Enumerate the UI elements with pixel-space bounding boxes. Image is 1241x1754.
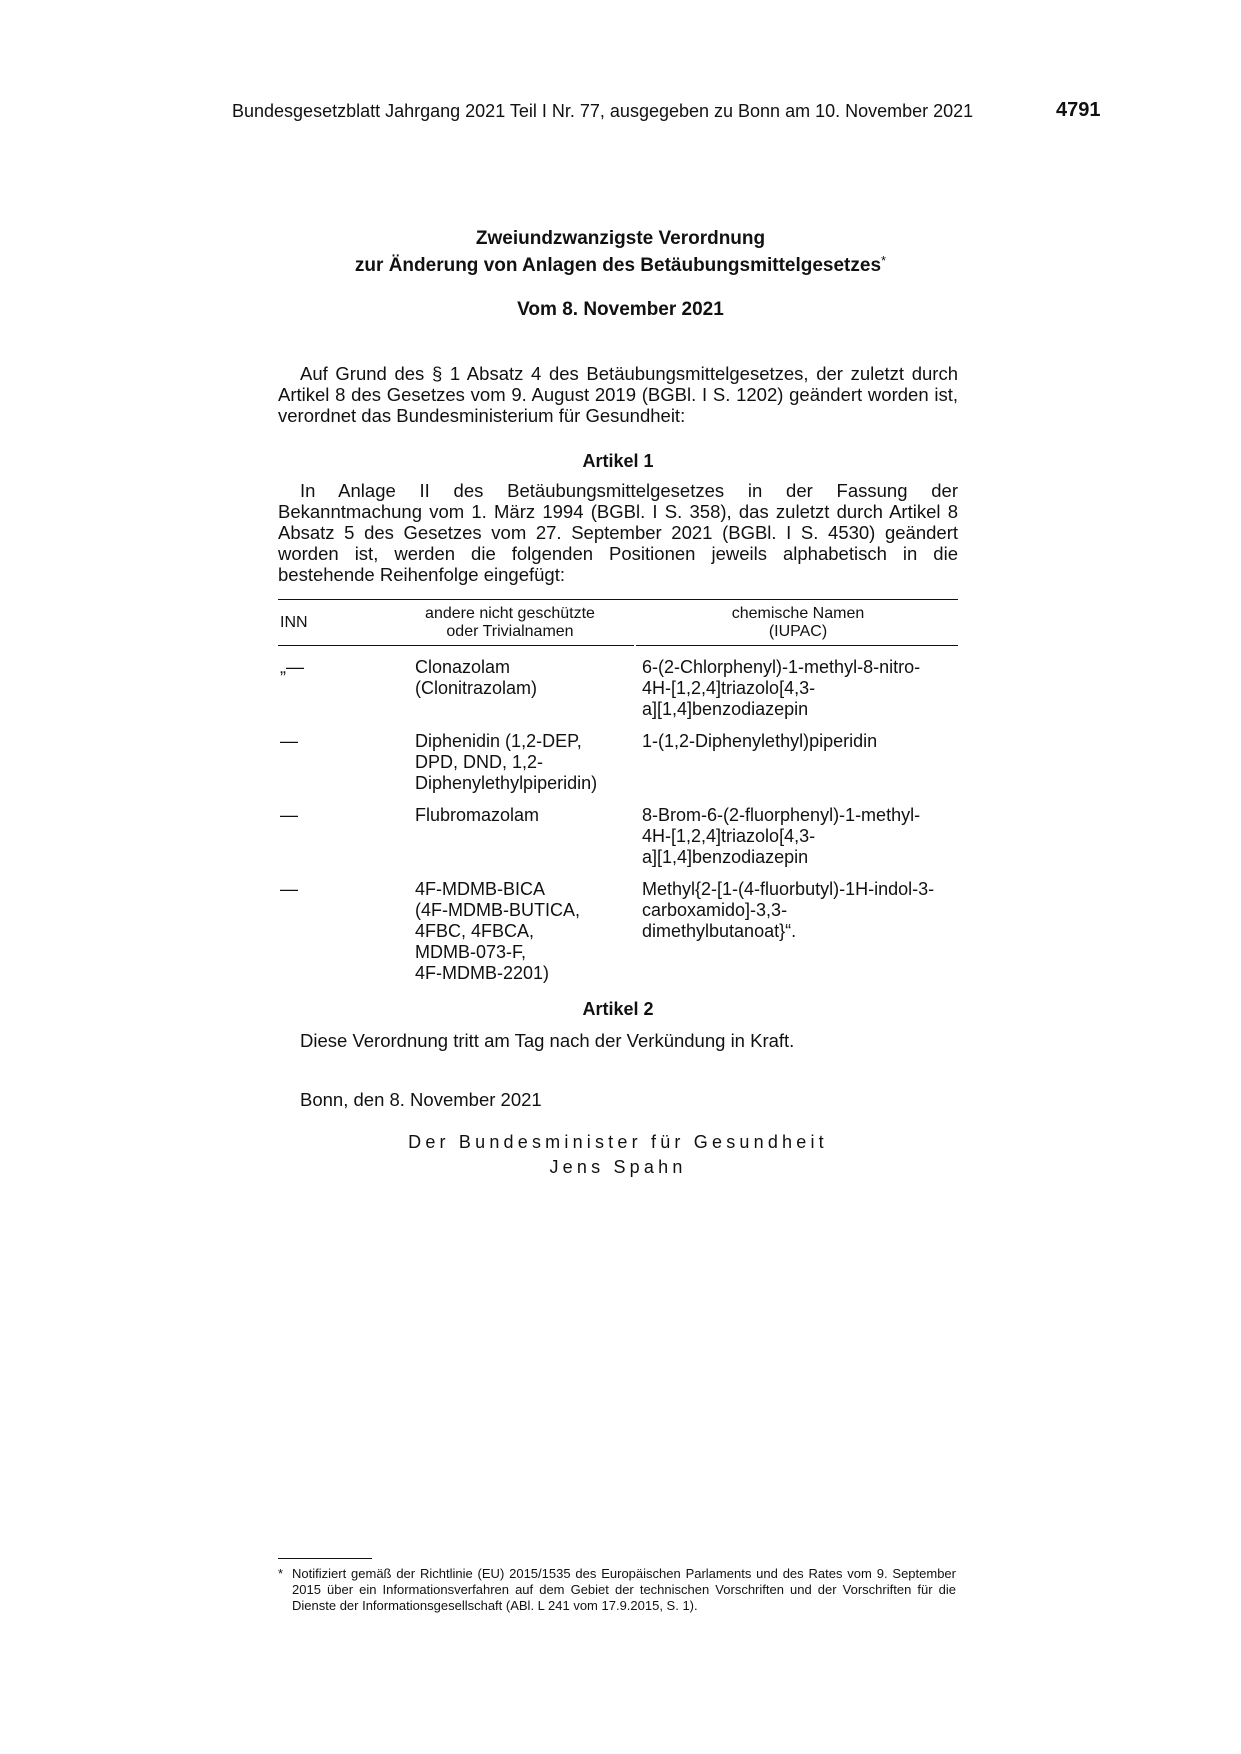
other-name-line: DPD, DND, 1,2-	[415, 752, 544, 772]
header-chemical-names-line1: chemische Namen	[731, 605, 865, 622]
page-number: 4791	[1056, 99, 1101, 121]
chemical-name-line: Methyl{2-[1-(4-fluorbutyl)-1H-indol-3-	[642, 879, 935, 899]
chemical-name-line: 8-Brom-6-(2-fluorphenyl)-1-methyl-	[642, 805, 921, 825]
header-chemical-names	[640, 605, 956, 641]
header-chemical-names-line2: (IUPAC)	[768, 623, 828, 640]
chemical-name-line: carboxamido]-3,3-	[642, 900, 788, 920]
chemical-name-line: dimethylbutanoat}“.	[642, 921, 797, 941]
table-cell-other-names	[415, 805, 630, 826]
table-cell-other-names	[415, 657, 630, 699]
table-cell-chemical-name	[642, 805, 962, 868]
chemical-name-line: 1-(1,2-Diphenylethyl)piperidin	[642, 731, 878, 751]
chemical-name-line: a][1,4]benzodiazepin	[642, 847, 809, 867]
table-cell-inn: —	[280, 731, 298, 751]
article-2-text: Diese Verordnung tritt am Tag nach der Verkündung in Kraft.	[300, 1030, 795, 1051]
table-top-rule	[278, 599, 958, 600]
table-cell-chemical-name	[642, 731, 962, 752]
article-1-heading: Artikel 1	[582, 451, 654, 471]
footnote-rule	[278, 1558, 372, 1559]
article-1-text: In Anlage II des Betäubungsmittelgesetzes in der Fassung der Bekanntmachung vom 1. März 1994 (BGBl. I S. 358), das zuletzt durch Artikel 8 Absatz 5 des Gesetzes vom 27. September 2021 (BGBl. I S. 4530) geändert worden ist, werden die folgenden Positionen jeweils alphabetisch in die bestehende Reihenfolge eingefügt:	[278, 480, 958, 585]
article-1-body	[278, 480, 958, 585]
table-cell-other-names	[415, 731, 630, 794]
other-name-line: (4F-MDMB-BUTICA,	[415, 900, 580, 920]
other-name-line: Diphenidin (1,2-DEP,	[415, 731, 582, 751]
chemical-name-line: a][1,4]benzodiazepin	[642, 699, 809, 719]
place-and-date: Bonn, den 8. November 2021	[300, 1089, 542, 1110]
header-other-names-line1: andere nicht geschützte	[425, 605, 595, 622]
table-cell-chemical-name	[642, 657, 962, 720]
header-inn: INN	[280, 614, 308, 631]
table-cell-chemical-name	[642, 879, 962, 942]
header-other-names	[390, 605, 630, 641]
table-cell-inn: „—	[280, 657, 304, 677]
footnote-marker: *	[278, 1566, 284, 1581]
title-line-1: Zweiundzwanzigste Verordnung	[475, 228, 766, 249]
chemical-name-line: 4H-[1,2,4]triazolo[4,3-	[642, 678, 816, 698]
title-line-2-text: zur Änderung von Anlagen des Betäubungsmittelgesetzes	[354, 255, 882, 276]
preamble	[278, 363, 958, 426]
table-cell-other-names	[415, 879, 630, 984]
other-name-line: Clonazolam	[415, 657, 511, 677]
other-name-line: Flubromazolam	[415, 805, 540, 825]
ordinance-date: Vom 8. November 2021	[517, 299, 724, 320]
article-2-heading: Artikel 2	[582, 999, 654, 1019]
other-name-line: (Clonitrazolam)	[415, 678, 538, 698]
chemical-name-line: 6-(2-Chlorphenyl)-1-methyl-8-nitro-	[642, 657, 921, 677]
running-header: Bundesgesetzblatt Jahrgang 2021 Teil I Nr. 77, ausgegeben zu Bonn am 10. November 2021	[232, 101, 974, 121]
other-name-line: 4F-MDMB-BICA	[415, 879, 545, 899]
table-cell-inn: —	[280, 805, 298, 825]
other-name-line: 4FBC, 4FBCA,	[415, 921, 535, 941]
signer-name: Jens Spahn	[549, 1157, 687, 1177]
table-cell-inn: —	[280, 879, 298, 899]
table-header-rule-left	[278, 645, 634, 646]
preamble-text: Auf Grund des § 1 Absatz 4 des Betäubungsmittelgesetzes, der zuletzt durch Artikel 8 des Gesetzes vom 9. August 2019 (BGBl. I S. 1202) geändert worden ist, verordnet das Bundesministerium für Gesundheit:	[278, 363, 958, 426]
table-header-rule-right	[636, 645, 958, 646]
chemical-name-line: 4H-[1,2,4]triazolo[4,3-	[642, 826, 816, 846]
footnote-text: Notifiziert gemäß der Richtlinie (EU) 2015/1535 des Europäischen Parlaments und des Rates vom 9. September 2015 über ein Informationsverfahren auf dem Gebiet der technischen Vorschriften und der Vorschriften für die Dienste der Informationsgesellschaft (ABl. L 241 vom 17.9.2015, S. 1).	[292, 1566, 956, 1613]
footnote	[278, 1566, 956, 1614]
title-footnote-marker: *	[881, 253, 887, 268]
header-other-names-line2: oder Trivialnamen	[446, 623, 574, 640]
other-name-line: MDMB-073-F,	[415, 942, 527, 962]
signer-office: Der Bundesminister für Gesundheit	[408, 1132, 828, 1152]
other-name-line: Diphenylethylpiperidin)	[415, 773, 598, 793]
title-line-2	[278, 253, 963, 277]
other-name-line: 4F-MDMB-2201)	[415, 963, 550, 983]
